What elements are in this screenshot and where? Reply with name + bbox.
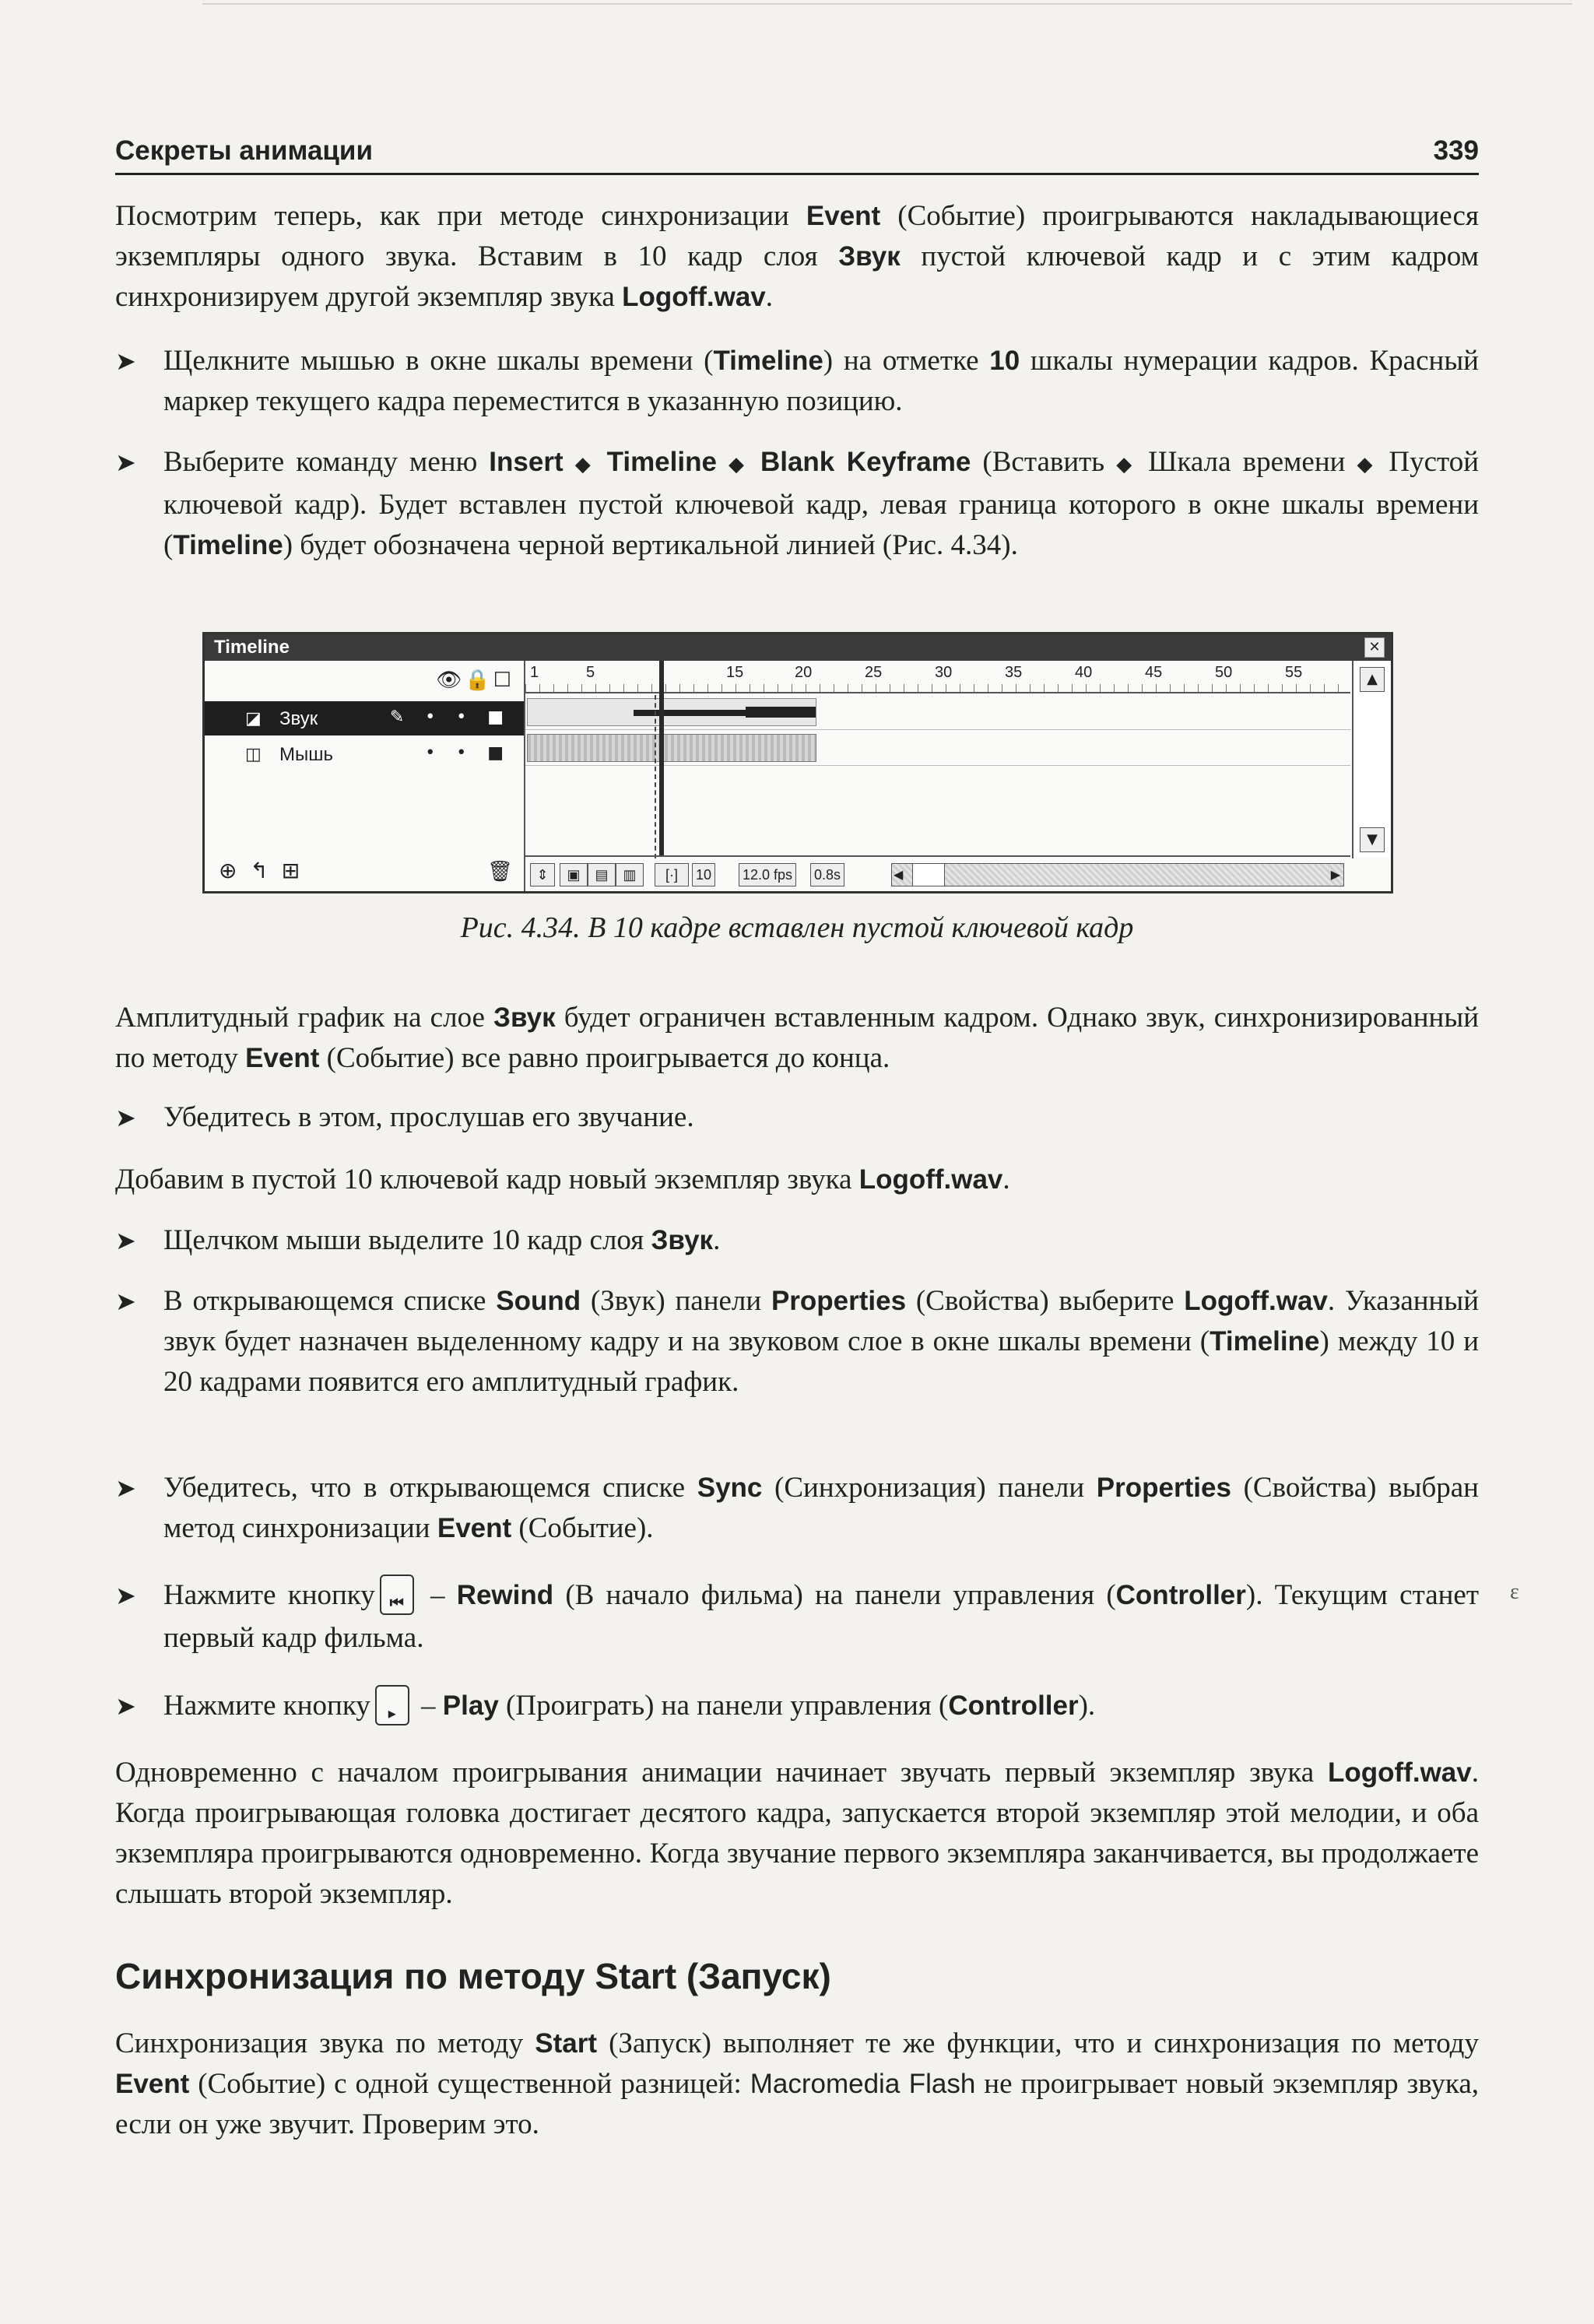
text: (Свойства) выберите (906, 1285, 1185, 1317)
frames-row-mysh[interactable] (525, 731, 1350, 766)
ruler-tick: 15 (726, 664, 744, 681)
text: Убедитесь в этом, прослушав его звучание. (163, 1101, 694, 1133)
text: В открывающемся списке (163, 1285, 497, 1317)
text: ) на отметке (823, 345, 990, 377)
waveform-peak (746, 707, 816, 718)
layer-row-mysh[interactable] (205, 737, 524, 771)
text: (Событие) проигрываются накладывающиеся экземпляры одного звука. Вставим в 10 кадр слоя (115, 200, 1479, 272)
text: (Проиграть) на панели управления ( (498, 1690, 949, 1722)
text: Пустой ключевой кадр). Будет вставлен пустой ключевой кадр, левая граница которого в окне шкалы времени ( (163, 446, 1480, 561)
layer-controls[interactable]: ✎ • • ■ (389, 707, 511, 727)
close-icon[interactable]: ✕ (1364, 637, 1385, 658)
term-event: Event (115, 2069, 190, 2099)
tween-span (527, 734, 816, 762)
play-icon: ▸ (388, 1703, 396, 1722)
elapsed-time-readout: 0.8s (810, 863, 844, 886)
paragraph (115, 1160, 1479, 1200)
term-event: Event (437, 1513, 512, 1543)
ruler-tick: 25 (865, 664, 883, 681)
scroll-right-icon[interactable]: ▶ (1330, 867, 1340, 882)
section-title: Синхронизация по методу Start (Запуск) (115, 1956, 831, 1996)
layer-header-icons[interactable]: 👁🔒☐ (436, 669, 514, 692)
bullet-item (115, 1468, 1479, 1549)
term-properties: Properties (771, 1286, 907, 1316)
text: (Звук) панели (581, 1285, 771, 1317)
paragraph (115, 2024, 1479, 2145)
term-logoff: Logoff.wav (622, 282, 766, 312)
text: (Синхронизация) панели (762, 1472, 1097, 1504)
term-macromedia-flash: Macromedia Flash (750, 2069, 976, 2099)
frames-row-zvuk[interactable] (525, 695, 1350, 730)
rewind-icon: ⏮ (389, 1592, 404, 1612)
menu-blank-keyframe: Blank Keyframe (760, 447, 971, 477)
term-event: Event (245, 1043, 320, 1073)
text: Выберите команду меню (163, 446, 490, 478)
margin-mark: ɛ (1510, 1580, 1519, 1604)
term-event: Event (806, 201, 881, 231)
diamond-separator: ◆ (1116, 453, 1137, 476)
text: Амплитудный график на слое (115, 1002, 494, 1034)
text: . (713, 1224, 721, 1256)
bullet-item (115, 1281, 1479, 1402)
diamond-separator: ◆ (574, 453, 595, 476)
timeline-panel (202, 632, 1393, 893)
bullet-item (115, 1220, 1479, 1261)
term-timeline: Timeline (1210, 1326, 1320, 1357)
text: Убедитесь, что в открывающемся списке (163, 1472, 697, 1504)
playhead-marker[interactable] (659, 661, 664, 855)
layer-icon: ◫ (245, 745, 262, 764)
scroll-left-icon[interactable]: ◀ (894, 867, 904, 882)
text: (Свойства) выбран метод синхронизации (163, 1472, 1479, 1544)
paragraph-intro (115, 196, 1479, 318)
scroll-up-icon[interactable]: ▲ (1360, 667, 1385, 692)
timeline-status-bar (525, 855, 1350, 891)
term-sync: Sync (697, 1473, 763, 1503)
bullet-item (115, 341, 1479, 422)
text: Нажмите кнопку (163, 1579, 375, 1611)
term-properties: Properties (1096, 1473, 1231, 1503)
term-timeline: Timeline (173, 530, 283, 560)
text: ) между 10 и 20 кадрами появится его амплитудный график. (163, 1325, 1479, 1398)
trash-icon[interactable]: 🗑 (486, 860, 513, 883)
text: Нажмите кнопку (163, 1690, 370, 1722)
text: не проигрывает новый экземпляр звука, если он уже звучит. Проверим это. (115, 2068, 1479, 2140)
menu-timeline: Timeline (606, 447, 717, 477)
text: . (765, 281, 774, 313)
bullet-item (115, 1686, 1479, 1729)
figure-caption: Рис. 4.34. В 10 кадре вставлен пустой ключевой кадр (460, 911, 1134, 944)
blank-keyframe-line (655, 695, 658, 858)
text: шкалы нумерации кадров. Красный маркер текущего кадра переместится в указанную позицию. (163, 345, 1479, 417)
text: Щелкните мышью в окне шкалы времени ( (163, 345, 714, 377)
ruler-tick: 55 (1285, 664, 1303, 681)
onion-skin-button[interactable]: ▣ (560, 863, 588, 886)
bullet-marker: ➤ (115, 1287, 136, 1316)
horizontal-scrollbar[interactable] (891, 863, 1344, 886)
term-sound: Sound (496, 1286, 581, 1316)
term-logoff: Logoff.wav (858, 1164, 1003, 1195)
layers-pane (205, 661, 525, 891)
layer-name: Мышь (279, 744, 333, 765)
text: . Когда проигрывающая головка достигает десятого кадра, запускается второй экземпляр этой мелодии, и оба экземпляра проигрываются одновременно. Когда звучание первого экземпляра заканчивается, вы продолжаете слышать второй экземпляр. (115, 1757, 1479, 1910)
term-rewind: Rewind (456, 1580, 554, 1610)
text: будет ограничен вставленным кадром. Однако звук, синхронизированный по методу (115, 1002, 1479, 1074)
text: (Событие). (511, 1512, 654, 1544)
text: ). Текущим станет первый кадр фильма. (163, 1579, 1480, 1654)
timeline-titlebar (205, 634, 1391, 661)
text: . Указанный звук будет назначен выделенному кадру и на звуковом слое в окне шкалы времени ( (163, 1285, 1479, 1357)
term-controller: Controller (948, 1690, 1079, 1721)
bullet-marker: ➤ (115, 1473, 136, 1503)
scroll-thumb[interactable] (912, 864, 945, 886)
text: Шкала времени (1136, 446, 1357, 478)
bullet-marker: ➤ (115, 346, 136, 376)
bullet-marker: ➤ (115, 448, 136, 477)
text: ) будет обозначена черной вертикальной линией (Рис. 4.34). (283, 529, 1018, 561)
text: ). (1078, 1690, 1096, 1722)
ruler-tick: 1 (530, 664, 539, 681)
text: – (418, 1579, 457, 1611)
bullet-marker: ➤ (115, 1103, 136, 1132)
text: (В начало фильма) на панели управления ( (553, 1579, 1116, 1611)
ruler-tick: 20 (795, 664, 813, 681)
text: Одновременно с началом проигрывания анимации начинает звучать первый экземпляр звука (115, 1757, 1329, 1789)
frames-pane (525, 661, 1350, 891)
term-zvuk: Звук (493, 1002, 556, 1033)
ruler-tick: 35 (1005, 664, 1023, 681)
add-layer-icons[interactable]: ⊕ ↰ ⊞ (219, 858, 304, 883)
edit-multiple-button[interactable]: ▥ (616, 863, 644, 886)
term-controller: Controller (1115, 1580, 1246, 1610)
text: (Событие) с одной существенной разницей: (189, 2068, 750, 2100)
term-logoff: Logoff.wav (1328, 1757, 1472, 1788)
menu-insert: Insert (489, 447, 564, 477)
play-button-icon (375, 1685, 409, 1725)
layer-row-zvuk[interactable] (205, 701, 524, 735)
bullet-marker: ➤ (115, 1226, 136, 1255)
text: (Запуск) выполняет те же функции, что и синхронизация по методу (597, 2027, 1480, 2059)
layer-controls[interactable]: • • ■ (425, 743, 511, 763)
bullet-item (115, 442, 1479, 566)
running-header (115, 132, 1479, 175)
text: (Событие) все равно проигрывается до конца. (319, 1042, 890, 1074)
diamond-separator: ◆ (729, 453, 749, 476)
onion-outline-button[interactable]: ▤ (588, 863, 616, 886)
term-zvuk: Звук (651, 1225, 714, 1255)
text: Щелчком мыши выделите 10 кадр слоя (163, 1224, 651, 1256)
text: (Вставить (971, 446, 1117, 478)
sound-span (527, 698, 816, 726)
text: Синхронизация звука по методу (115, 2027, 535, 2059)
layer-name: Звук (279, 708, 318, 729)
bullet-marker: ➤ (115, 1581, 136, 1610)
ruler-tick: 30 (935, 664, 953, 681)
text: . (1002, 1164, 1010, 1195)
paragraph (115, 998, 1479, 1079)
bullet-item (115, 1575, 1479, 1659)
term-ten: 10 (989, 346, 1020, 376)
text: пустой ключевой кадр и с этим кадром синхронизируем другой экземпляр звука (115, 240, 1479, 313)
ruler-tick: 5 (586, 664, 595, 681)
running-header-title: Секреты анимации (115, 135, 373, 166)
onion-markers-button[interactable]: [·] (655, 863, 689, 886)
page-number: 339 (1433, 135, 1479, 166)
layer-sound-icon: ◪ (245, 709, 262, 728)
paragraph (115, 1753, 1479, 1915)
timeline-title: Timeline (214, 637, 290, 658)
diamond-separator: ◆ (1357, 453, 1378, 476)
term-logoff: Logoff.wav (1184, 1286, 1328, 1316)
current-frame-readout: 10 (692, 863, 715, 886)
bullet-marker: ➤ (115, 1691, 136, 1721)
term-timeline: Timeline (713, 346, 823, 376)
ruler-tick: 40 (1075, 664, 1093, 681)
text: Добавим в пустой 10 ключевой кадр новый экземпляр звука (115, 1164, 859, 1195)
frame-rate-readout: 12.0 fps (739, 863, 796, 886)
ruler-tick: 50 (1215, 664, 1233, 681)
vertical-scrollbar[interactable] (1352, 661, 1391, 858)
term-start: Start (535, 2028, 597, 2059)
text: – (413, 1690, 443, 1722)
page-top-rule (202, 3, 1572, 5)
scroll-down-icon[interactable]: ▼ (1360, 827, 1385, 852)
term-zvuk: Звук (838, 241, 901, 272)
frame-ruler[interactable] (525, 661, 1350, 693)
bullet-item (115, 1097, 1479, 1138)
text: Посмотрим теперь, как при методе синхронизации (115, 200, 806, 232)
term-play: Play (442, 1690, 499, 1721)
center-frame-button[interactable]: ⇕ (530, 863, 555, 886)
ruler-tick: 45 (1145, 664, 1163, 681)
rewind-button-icon (380, 1574, 414, 1615)
